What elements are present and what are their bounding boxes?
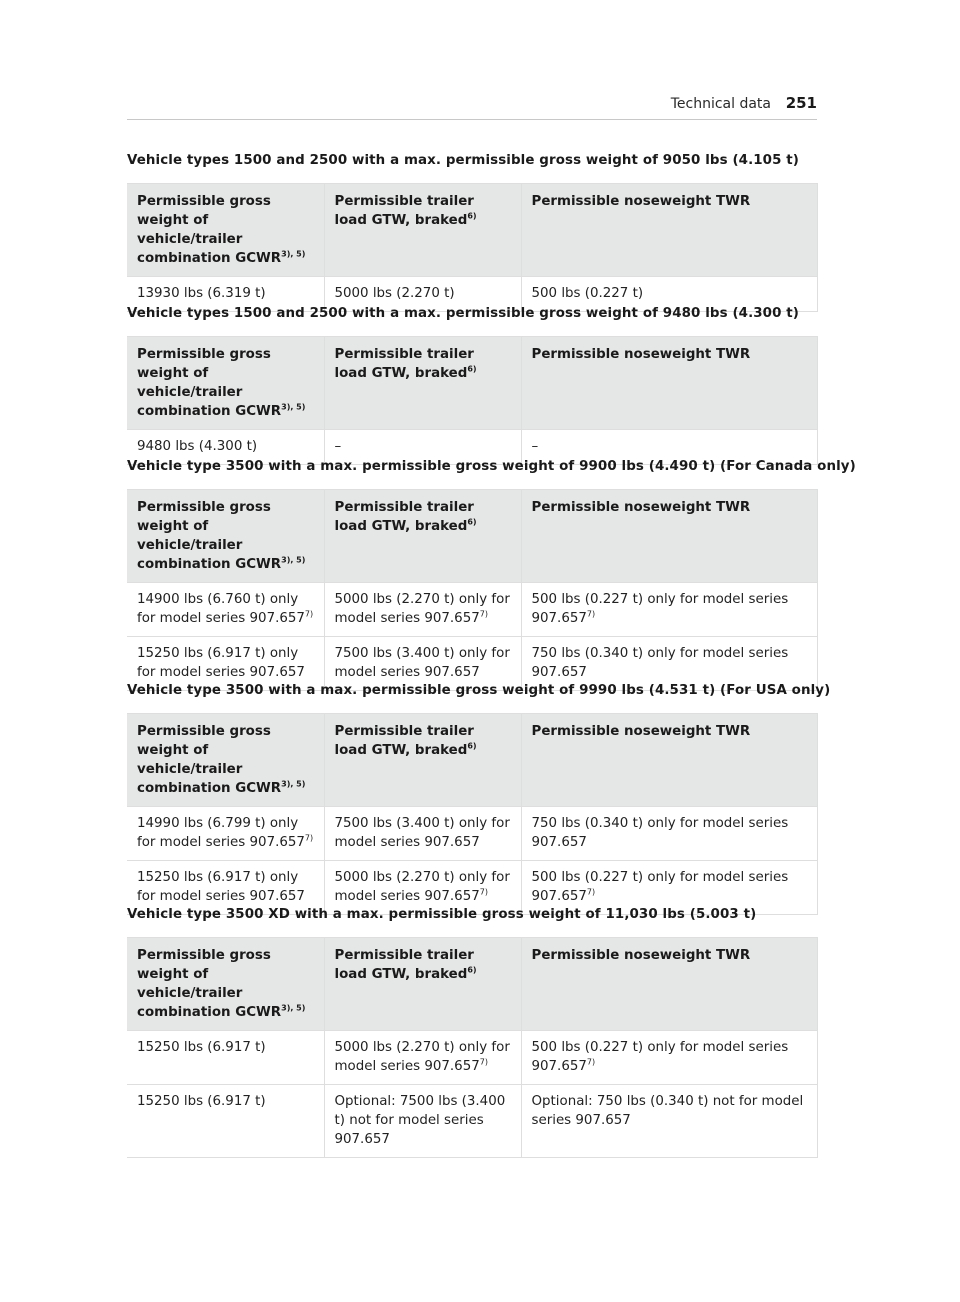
table-header-row xyxy=(127,184,817,277)
table-header-row xyxy=(127,490,817,583)
weights-table xyxy=(127,183,818,312)
weight-block-1 xyxy=(127,151,817,312)
block-title: Vehicle types 1500 and 2500 with a max. permissible gross weight of 9480 lbs (4.300 t) xyxy=(127,306,800,321)
weights-table xyxy=(127,937,818,1158)
cell-gtw: – xyxy=(324,430,521,465)
header-twr: Permissible noseweight TWR xyxy=(521,184,817,277)
weights-table xyxy=(127,336,818,465)
page-header xyxy=(127,94,817,118)
cell-gtw: Optional: 7500 lbs (3.400 t) not for model series 907.657 xyxy=(324,1085,521,1158)
table-header-row xyxy=(127,337,817,430)
header-twr: Permissible noseweight TWR xyxy=(521,938,817,1031)
cell-twr: 500 lbs (0.227 t) xyxy=(521,277,817,312)
cell-twr: 750 lbs (0.340 t) only for model series 907.657 xyxy=(521,637,817,691)
weights-table xyxy=(127,489,818,691)
weight-block-4 xyxy=(127,681,831,915)
weight-block-2 xyxy=(127,304,817,465)
header-gcwr: Permissible gross weight of vehicle/trailer combination $GCWR^{3), 5)}$ xyxy=(127,490,324,583)
header-rule xyxy=(127,119,817,120)
cell-twr: Optional: 750 lbs (0.340 t) not for model series 907.657 xyxy=(521,1085,817,1158)
cell-gtw: 5000 lbs (2.270 t) only for model series 907.657$^{7)}$ xyxy=(324,583,521,637)
weight-block-3 xyxy=(127,457,856,691)
cell-twr: 500 lbs (0.227 t) only for model series 907.657$^{7)}$ xyxy=(521,1031,817,1085)
table-row xyxy=(127,1085,817,1158)
header-gcwr: Permissible gross weight of vehicle/trailer combination $GCWR^{3), 5)}$ xyxy=(127,714,324,807)
cell-gtw: 7500 lbs (3.400 t) only for model series 907.657 xyxy=(324,807,521,861)
cell-twr: 500 lbs (0.227 t) only for model series 907.657$^{7)}$ xyxy=(521,583,817,637)
cell-gcwr: 14900 lbs (6.760 t) only for model series 907.657$^{7)}$ xyxy=(127,583,324,637)
cell-gcwr: 9480 lbs (4.300 t) xyxy=(127,430,324,465)
cell-gtw: 7500 lbs (3.400 t) only for model series 907.657 xyxy=(324,637,521,691)
block-title: Vehicle type 3500 with a max. permissible gross weight of 9900 lbs (4.490 t) (For Canada only) xyxy=(127,459,856,474)
header-gcwr: Permissible gross weight of vehicle/trailer combination $GCWR^{3), 5)}$ xyxy=(127,337,324,430)
header-gcwr: Permissible gross weight of vehicle/trailer combination $GCWR^{3), 5)}$ xyxy=(127,938,324,1031)
header-gtw: Permissible trailer load GTW, braked$^{6)}$ xyxy=(324,337,521,430)
header-gtw: Permissible trailer load GTW, braked$^{6)}$ xyxy=(324,938,521,1031)
block-title: Vehicle types 1500 and 2500 with a max. permissible gross weight of 9050 lbs (4.105 t) xyxy=(127,153,800,168)
cell-gcwr: 15250 lbs (6.917 t) only for model series 907.657 xyxy=(127,861,324,915)
cell-gcwr: 15250 lbs (6.917 t) only for model series 907.657 xyxy=(127,637,324,691)
cell-twr: – xyxy=(521,430,817,465)
table-header-row xyxy=(127,938,817,1031)
cell-gtw: 5000 lbs (2.270 t) xyxy=(324,277,521,312)
weights-table xyxy=(127,713,818,915)
table-row xyxy=(127,807,817,861)
cell-gcwr: 15250 lbs (6.917 t) xyxy=(127,1031,324,1085)
header-twr: Permissible noseweight TWR xyxy=(521,490,817,583)
cell-gtw: 5000 lbs (2.270 t) only for model series 907.657$^{7)}$ xyxy=(324,861,521,915)
cell-gcwr: 14990 lbs (6.799 t) only for model series 907.657$^{7)}$ xyxy=(127,807,324,861)
weight-block-5 xyxy=(127,905,817,1158)
page-number: 251 xyxy=(785,94,817,112)
header-gcwr: Permissible gross weight of vehicle/trailer combination $GCWR^{3), 5)}$ xyxy=(127,184,324,277)
cell-gcwr: 15250 lbs (6.917 t) xyxy=(127,1085,324,1158)
header-gtw: Permissible trailer load GTW, braked$^{6)}$ xyxy=(324,714,521,807)
header-gtw: Permissible trailer load GTW, braked$^{6)}$ xyxy=(324,490,521,583)
header-twr: Permissible noseweight TWR xyxy=(521,337,817,430)
block-title: Vehicle type 3500 with a max. permissible gross weight of 9990 lbs (4.531 t) (For USA only) xyxy=(127,683,831,698)
section-title: Technical data xyxy=(670,96,771,112)
header-twr: Permissible noseweight TWR xyxy=(521,714,817,807)
cell-gtw: 5000 lbs (2.270 t) only for model series 907.657$^{7)}$ xyxy=(324,1031,521,1085)
table-row xyxy=(127,1031,817,1085)
table-header-row xyxy=(127,714,817,807)
cell-twr: 750 lbs (0.340 t) only for model series 907.657 xyxy=(521,807,817,861)
cell-gcwr: 13930 lbs (6.319 t) xyxy=(127,277,324,312)
block-title: Vehicle type 3500 XD with a max. permissible gross weight of 11,030 lbs (5.003 t) xyxy=(127,907,757,922)
cell-twr: 500 lbs (0.227 t) only for model series 907.657$^{7)}$ xyxy=(521,861,817,915)
header-gtw: Permissible trailer load GTW, braked$^{6)}$ xyxy=(324,184,521,277)
table-row xyxy=(127,583,817,637)
